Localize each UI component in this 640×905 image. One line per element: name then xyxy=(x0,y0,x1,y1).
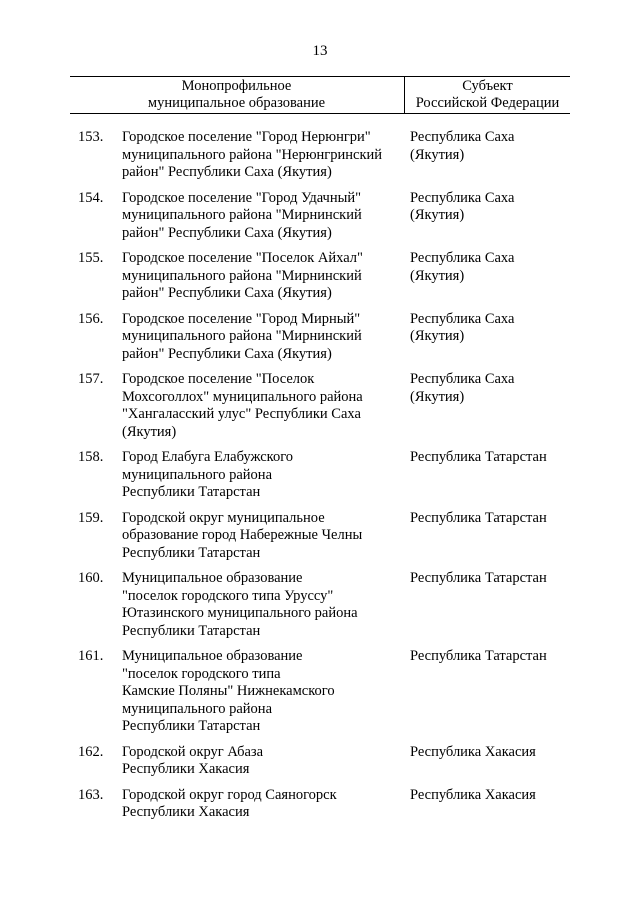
row-municipality: Городской округ Абаза Республики Хакасия xyxy=(122,743,264,777)
row-subject: Республика Хакасия xyxy=(410,743,536,760)
row-number: 153. xyxy=(78,129,104,145)
table-body xyxy=(0,129,640,830)
row-number: 154. xyxy=(78,189,104,206)
table-row xyxy=(0,648,640,736)
table-row xyxy=(0,787,640,822)
table-header xyxy=(70,76,570,114)
row-number: 161. xyxy=(78,648,104,664)
table-row xyxy=(0,129,640,182)
row-municipality: Городское поселение "Поселок Мохсоголлох" муниципального района "Хангаласский улус" Республики Саха (Якутия) xyxy=(122,371,363,440)
row-number: 158. xyxy=(78,449,104,465)
header-federal-subject: Субъект Российской Федерации xyxy=(415,78,560,111)
row-number: 160. xyxy=(78,570,104,586)
row-municipality: Городское поселение "Город Мирный" муниципального района "Мирнинский район" Республики Саха (Якутия) xyxy=(122,310,362,362)
row-municipality: Муниципальное образование "поселок городского типа Камские Поляны" Нижнекамского муниципального района Республики Татарстан xyxy=(122,648,335,734)
row-subject: Республика Саха (Якутия) xyxy=(410,129,515,163)
table-row xyxy=(0,311,640,364)
row-municipality: Муниципальное образование "поселок городского типа Уруссу" Ютазинского муниципального района Республики Татарстан xyxy=(122,570,358,639)
header-municipal-formation: Монопрофильное муниципальное образование xyxy=(147,78,326,111)
table-row xyxy=(0,371,640,441)
table-row xyxy=(0,250,640,303)
row-subject: Республика Татарстан xyxy=(410,570,547,586)
row-subject: Республика Саха (Якутия) xyxy=(410,371,515,405)
row-subject: Республика Саха (Якутия) xyxy=(410,250,515,284)
row-subject: Республика Саха (Якутия) xyxy=(410,189,515,223)
page-number: 13 xyxy=(312,43,328,59)
row-municipality: Городское поселение "Город Нерюнгри" муниципального района "Нерюнгринский район" Республики Саха (Якутия) xyxy=(122,129,383,180)
row-number: 157. xyxy=(78,371,104,387)
table-row xyxy=(0,449,640,502)
row-municipality: Городское поселение "Поселок Айхал" муниципального района "Мирнинский район" Республики Саха (Якутия) xyxy=(122,250,363,301)
table-row xyxy=(0,190,640,243)
table-row xyxy=(0,510,640,563)
row-subject: Республика Татарстан xyxy=(410,449,547,465)
row-subject: Республика Саха (Якутия) xyxy=(410,310,515,344)
row-number: 162. xyxy=(78,743,104,760)
row-subject: Республика Татарстан xyxy=(410,509,547,526)
row-subject: Республика Хакасия xyxy=(410,786,536,803)
row-number: 163. xyxy=(78,786,104,803)
row-subject: Республика Татарстан xyxy=(410,648,547,664)
row-municipality: Городской округ город Саяногорск Республики Хакасия xyxy=(122,786,337,820)
row-number: 155. xyxy=(78,250,104,266)
table-row xyxy=(0,744,640,779)
row-number: 156. xyxy=(78,310,104,327)
row-municipality: Городской округ муниципальное образование город Набережные Челны Республики Татарстан xyxy=(122,509,363,561)
row-municipality: Городское поселение "Город Удачный" муниципального района "Мирнинский район" Республики Саха (Якутия) xyxy=(122,189,362,241)
row-number: 159. xyxy=(78,509,104,526)
row-municipality: Город Елабуга Елабужского муниципального района Республики Татарстан xyxy=(122,449,294,500)
table-row xyxy=(0,570,640,640)
